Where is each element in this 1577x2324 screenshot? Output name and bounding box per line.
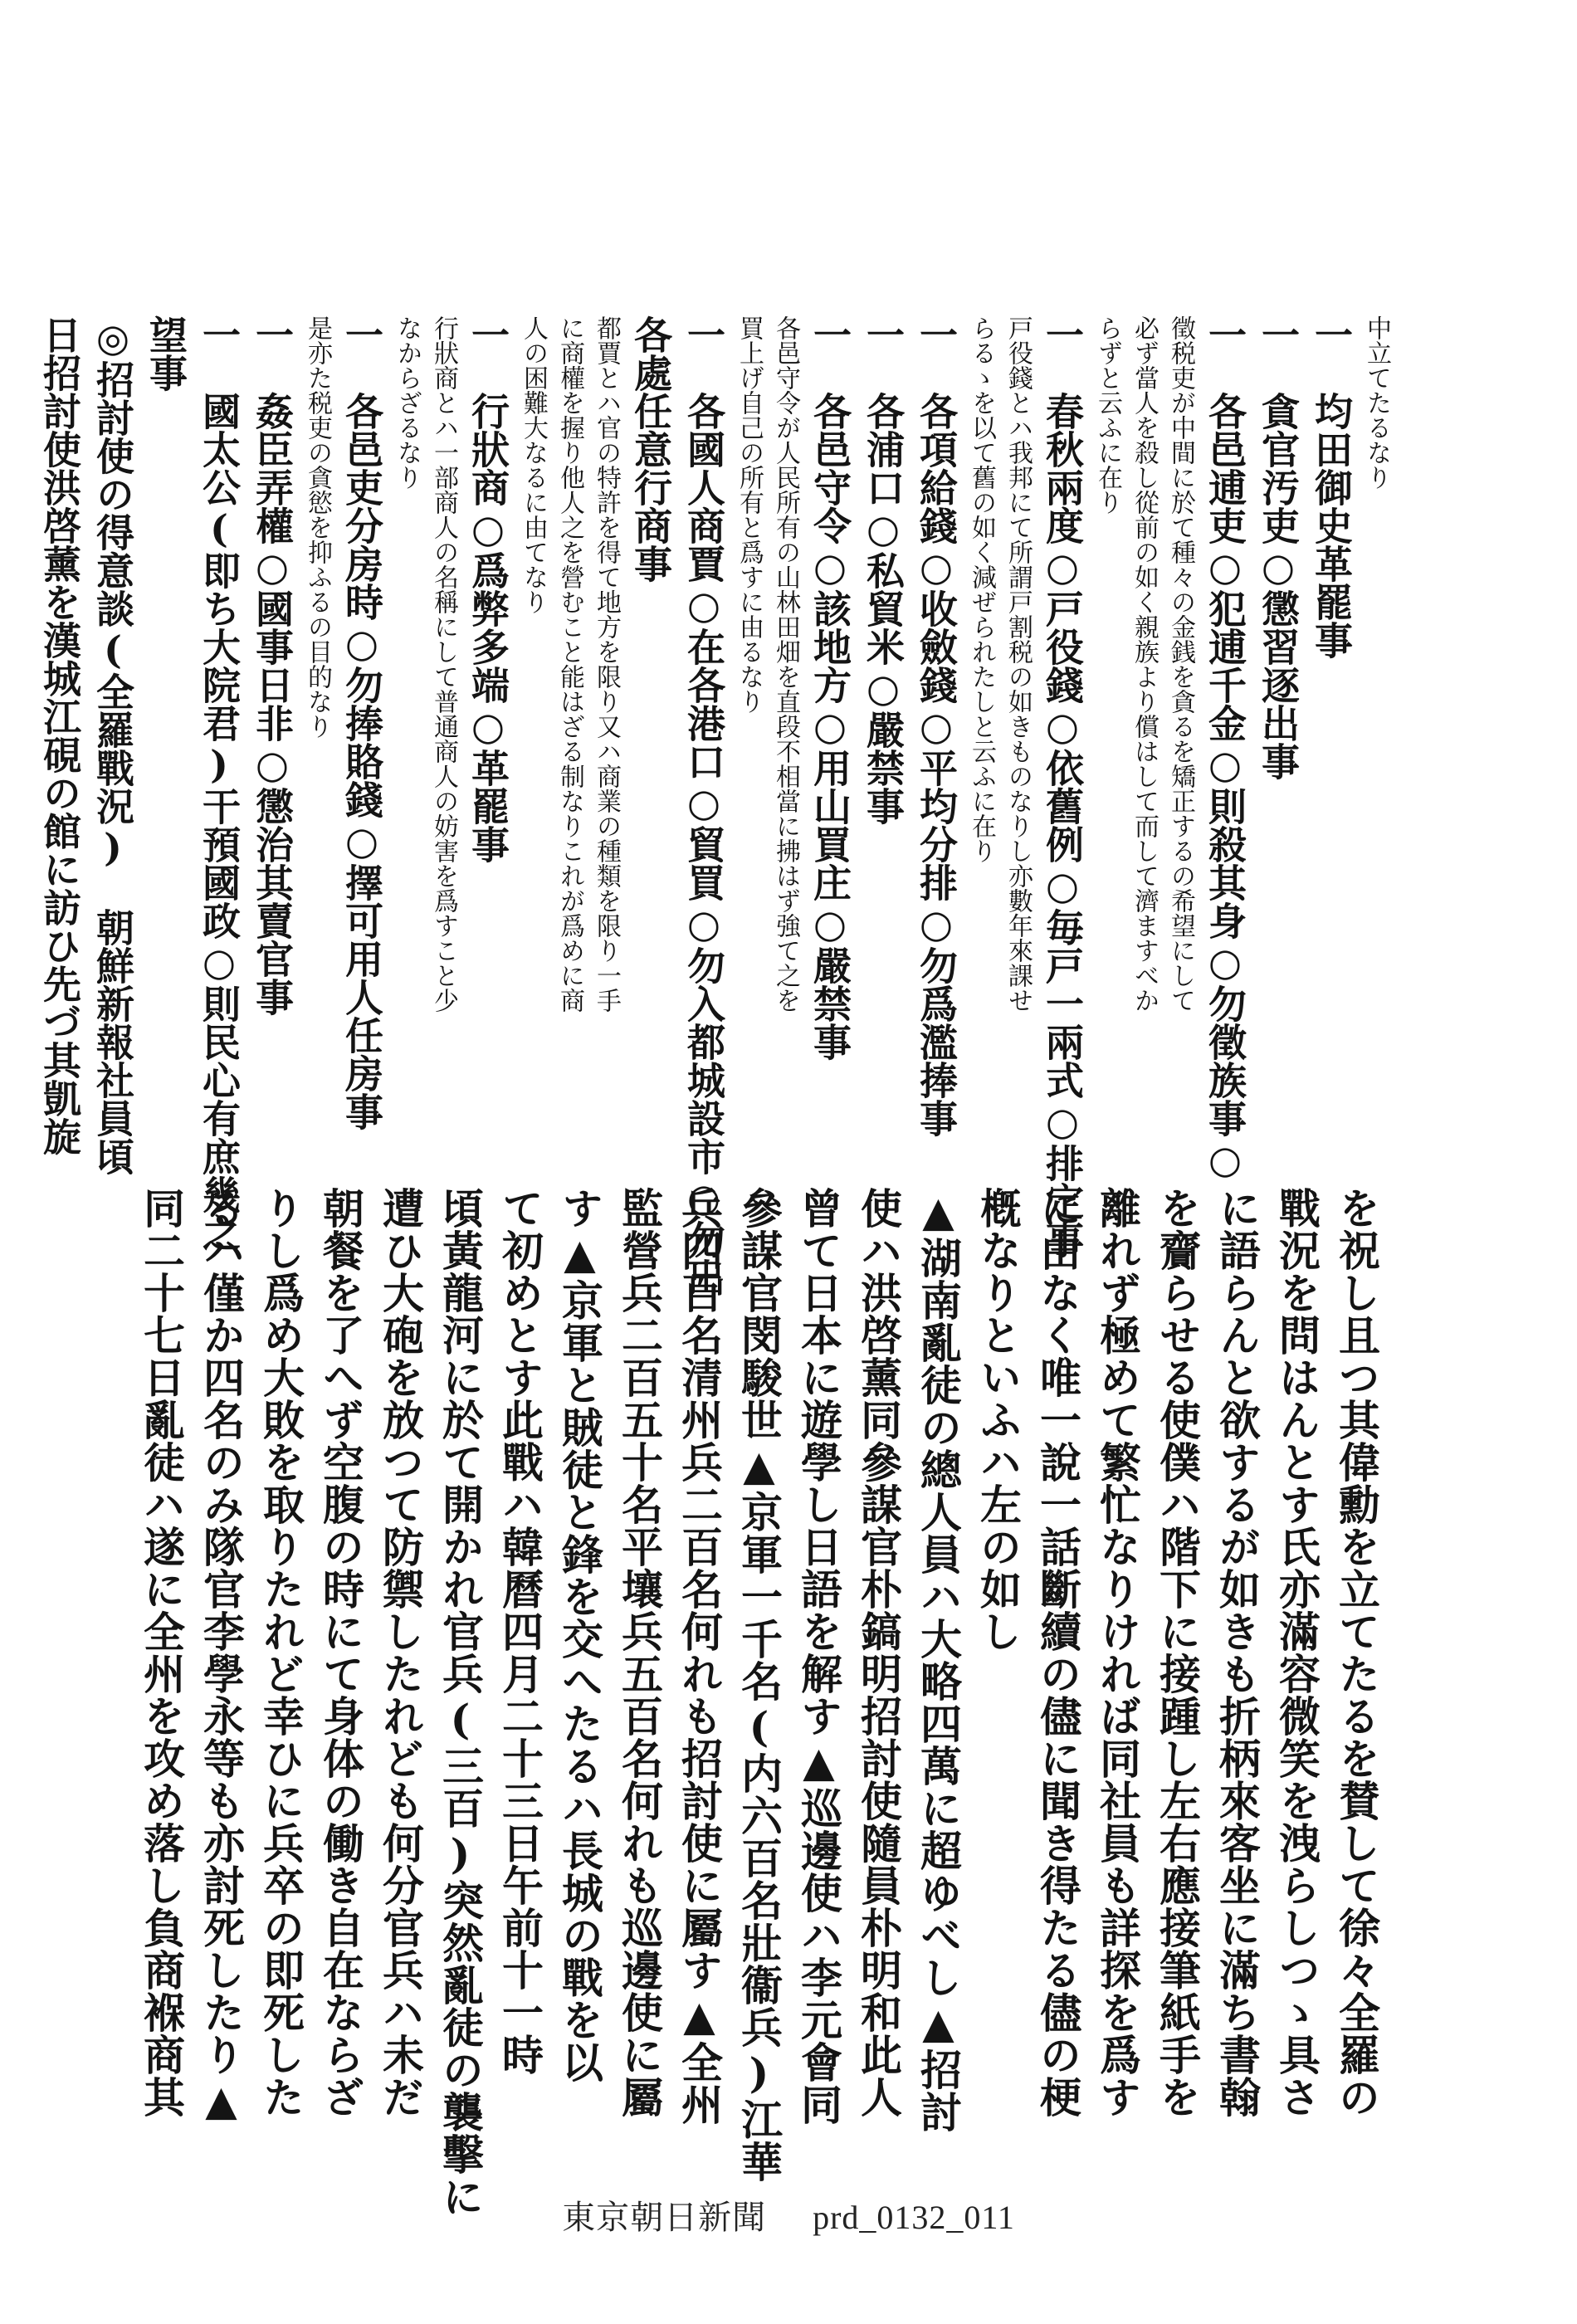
text-column: 同二十七日亂徒ハ遂に全州を攻め落し負商褓商其 bbox=[137, 1187, 186, 2118]
text-column: 一 均田御史革罷事 bbox=[1309, 315, 1354, 659]
annotation-column: らるゝを以て舊の如く減ぜられたしと云ふに在り bbox=[967, 315, 996, 863]
text-column: に由なく唯一說一話斷續の儘に聞き得たる儘の梗 bbox=[1033, 1187, 1082, 2118]
text-column: に語らんと欲するが如きも折柄來客坐に滿ち書翰 bbox=[1213, 1187, 1262, 2118]
text-column: 各處任意行商事 bbox=[628, 315, 673, 583]
text-column: 使ハ洪啓薰同參謀官朴鎬明招討使隨員朴明和此人 bbox=[854, 1187, 903, 2118]
text-column: 一 行狀商○爲弊多端○革罷事 bbox=[466, 315, 510, 863]
annotation-column: 徵税吏が中間に於て種々の金銭を貪るを矯正するの希望にして bbox=[1166, 315, 1195, 1013]
text-column: 一 國太公(即ち大院君)干預國政○則民心有庶幾之 bbox=[197, 315, 242, 1252]
text-column: 一 各國人商賈○在各港口○貿買○勿入都城設市○勿出 bbox=[681, 315, 726, 1296]
text-column: 一 各浦口○私貿米○嚴禁事 bbox=[861, 315, 906, 825]
annotation-column: 戸役錢とハ我邦にて所謂戸割税の如きものなりし亦數年來課せ bbox=[1003, 315, 1033, 1013]
text-column: 頃黃龍河に於て開かれ官兵(三百)突然亂徒の襲擊に bbox=[436, 1187, 485, 2218]
annotation-column: 必ず當人を殺し從前の如く親族より償はして而して濟ますべか bbox=[1130, 315, 1159, 1013]
text-column: 望事 bbox=[144, 315, 188, 392]
text-column: 朝餐を了へず空腹の時にて身体の働き自在ならざ bbox=[316, 1187, 365, 2118]
text-column: 曾て日本に遊學し日語を解す▲巡邊使ハ李元會同 bbox=[794, 1187, 843, 2126]
footer-source: 東京朝日新聞 bbox=[562, 2199, 767, 2236]
text-column: す▲京軍と賊徒と鋒を交へたるハ長城の戰を以 bbox=[555, 1187, 604, 2083]
text-column: 一 各邑逋吏○犯逋千金○則殺其身○勿徵族事○ bbox=[1203, 315, 1247, 1182]
lead-column: 中立てたるなり bbox=[1362, 315, 1391, 490]
text-column: 一 貪官汚吏○懲習逐出事 bbox=[1256, 315, 1301, 780]
text-column: 一 春秋兩度○戸役錢○依舊例○毎戸一兩式○排定事 bbox=[1040, 315, 1085, 1258]
text-column: 一 各邑守令○該地方○用山買庄○嚴禁事 bbox=[808, 315, 852, 1061]
annotation-column: 人の困難大なるに由てなり bbox=[519, 315, 548, 614]
text-column: て初めとす此戰ハ韓曆四月二十三日午前十一時 bbox=[496, 1187, 544, 2076]
annotation-column: 都賈とハ官の特許を得て地方を限り又ハ商業の種類を限り一手 bbox=[592, 315, 621, 1013]
text-column: 兵四百名清州兵二百名何れも招討使に屬す▲全州 bbox=[675, 1187, 724, 2126]
annotation-column: 買上げ自己の所有と爲すに由るなり bbox=[735, 315, 764, 714]
text-column: 參謀官閔駿世▲京軍一千名(内六百名壯衞兵)江華 bbox=[735, 1187, 784, 2183]
footer-id: prd_0132_011 bbox=[813, 2199, 1015, 2236]
text-column: 離れず極めて繁忙なりければ同社員も詳探を爲す bbox=[1093, 1187, 1142, 2118]
text-column: りし爲め大敗を取りたれど幸ひに兵卒の即死した bbox=[256, 1187, 305, 2118]
text-column: 戰況を問はんとす氏亦滿容微笑を洩らしつゝ具さ bbox=[1272, 1187, 1321, 2118]
annotation-column: なからざるなり bbox=[393, 315, 422, 490]
text-column: 一 各邑吏分房時○勿捧賂錢○擇可用人任房事 bbox=[339, 315, 384, 1130]
text-column: ◎招討使の得意談(全羅戰況) 朝鮮新報社員頃 bbox=[90, 315, 135, 1175]
text-column: ▲湖南亂徒の總人員ハ大略四萬に超ゆべし▲招討 bbox=[914, 1187, 963, 2133]
annotation-column: 是亦た税吏の貪慾を抑ふるの目的なり bbox=[303, 315, 332, 739]
text-column: 監營兵二百五十名平壤兵五百名何れも巡邊使に屬 bbox=[615, 1187, 664, 2118]
text-column: 一 各項給錢○收斂錢○平均分排○勿爲濫捧事 bbox=[914, 315, 959, 1137]
text-column: を祝し且つ其偉勳を立てたるを賛して徐々全羅の bbox=[1332, 1187, 1381, 2118]
annotation-column: に商權を握り他人之を營むこと能はざる制なりこれが爲めに商 bbox=[555, 315, 584, 1013]
text-column: 一 姦臣弄權○國事日非○懲治其賣官事 bbox=[250, 315, 295, 1016]
text-column: 日招討使洪啓薰を漢城江硯の館に訪ひ先づ其凱旋 bbox=[37, 315, 82, 1155]
annotation-column: らずと云ふに在り bbox=[1093, 315, 1122, 515]
text-column: 槪なりといふハ左の如し bbox=[974, 1187, 1023, 1653]
text-column: るハ僅か四名のみ隊官李學永等も亦討死したり▲ bbox=[197, 1187, 246, 2126]
text-column: を齎らせる使僕ハ階下に接踵し左右應接筆紙手を bbox=[1153, 1187, 1202, 2118]
text-column: 遭ひ大砲を放つて防禦したれども何分官兵ハ未だ bbox=[376, 1187, 425, 2118]
annotation-column: 行狀商とハ一部商人の名稱にして普通商人の妨害を爲すこと少 bbox=[429, 315, 458, 1013]
upper-article-section bbox=[37, 315, 1394, 1296]
page-footer bbox=[0, 2191, 1577, 2239]
annotation-column: 各邑守令が人民所有の山林田畑を直段不相當に拂はず強て之を bbox=[771, 315, 800, 1013]
